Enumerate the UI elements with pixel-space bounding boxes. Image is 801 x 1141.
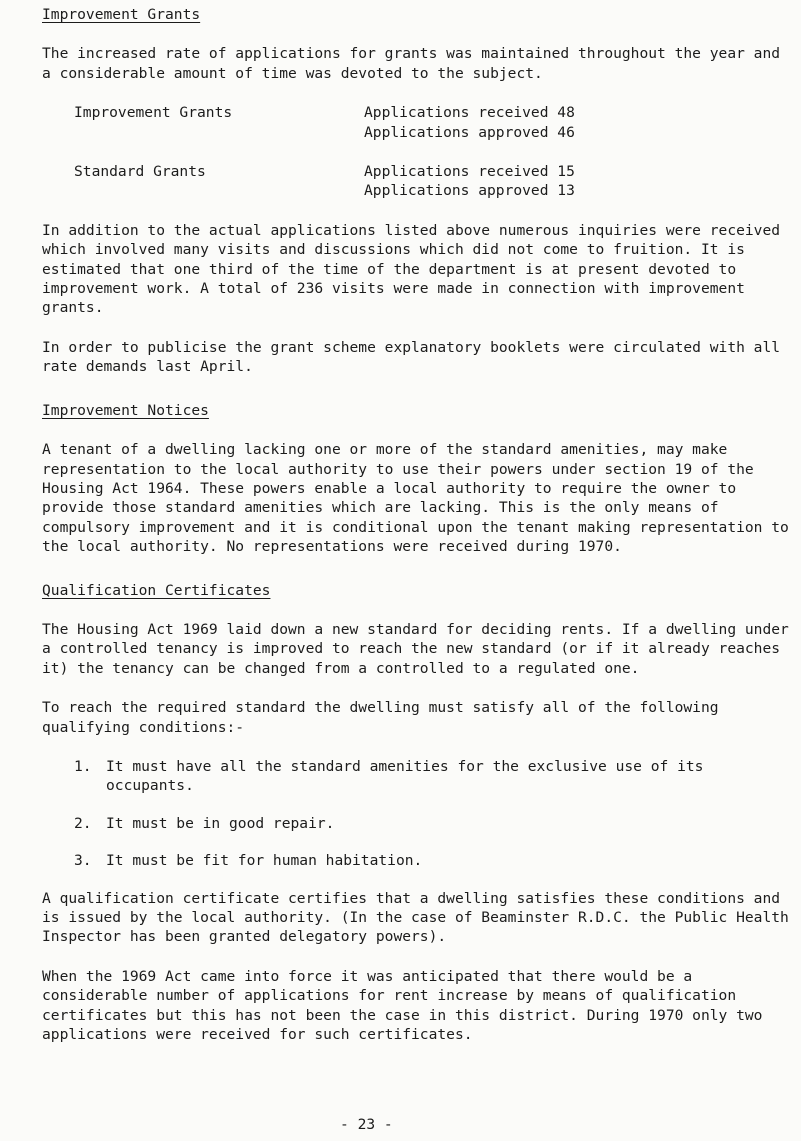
grant-category: Standard Grants: [74, 163, 206, 181]
improvement-notices-para: A tenant of a dwelling lacking one or more of the standard amenities, may make representation to the local authority to use their powers under section 19 of the Housing Act 1964. These powers enable a local authority to require the owner to provide those standard amenities which are lacking. This is the only means of compulsory improvement and it is conditional upon the tenant making representation to the local authority. No representations were received during 1970.: [42, 441, 789, 556]
condition-number: 2.: [74, 814, 92, 832]
grants-table: [74, 103, 789, 201]
improvement-grants-intro: The increased rate of applications for grants was maintained throughout the year and a considerable amount of time was devoted to the subject.: [42, 45, 781, 82]
qualification-para2: To reach the required standard the dwelling must satisfy all of the following qualifying conditions:-: [42, 699, 719, 736]
grant-category: Improvement Grants: [74, 104, 233, 122]
condition-text: It must have all the standard amenities for the exclusive use of its occupants.: [106, 757, 704, 795]
qualifying-conditions-list: [42, 757, 789, 871]
condition-text: It must be fit for human habitation.: [106, 852, 423, 870]
improvement-grants-para3: In order to publicise the grant scheme explanatory booklets were circulated with all rate demands last April.: [42, 338, 781, 376]
improvement-grants-heading: Improvement Grants: [42, 6, 201, 23]
applications-received: Applications received 15: [364, 163, 575, 181]
improvement-notices-heading: Improvement Notices: [42, 401, 209, 419]
condition-number: 3.: [74, 852, 92, 870]
list-item: [74, 757, 789, 796]
page-number: - 23 -: [340, 1116, 393, 1133]
applications-received: Applications received 48: [364, 104, 575, 122]
applications-approved: Applications approved 46: [364, 123, 575, 141]
qualification-para1: The Housing Act 1969 laid down a new standard for deciding rents. If a dwelling under a controlled tenancy is improved to reach the new standard (or if it already reaches it) the tenancy can be changed from a controlled to a regulated one.: [42, 620, 789, 677]
condition-text: It must be in good repair.: [106, 814, 335, 832]
qualification-para4: When the 1969 Act came into force it was anticipated that there would be a considerable number of applications for rent increase by means of qualification certificates but this has not been the case in this district. During 1970 only two applications were received for such certificates.: [42, 967, 763, 1044]
qualification-para3: A qualification certificate certifies that a dwelling satisfies these conditions and is issued by the local authority. (In the case of Beaminster R.D.C. the Public Health Inspector has been granted delegatory powers).: [42, 889, 789, 946]
grants-row: [74, 162, 789, 201]
grants-row: [74, 103, 789, 142]
improvement-grants-para2: In addition to the actual applications listed above numerous inquiries were received which involved many visits and discussions which did not come to fruition. It is estimated that one third of the time of the department is at present devoted to improvement work. A total of 236 visits were made in connection with improvement grants.: [42, 221, 781, 317]
condition-number: 1.: [74, 757, 92, 775]
list-item: [74, 851, 789, 870]
qualification-certificates-heading: Qualification Certificates: [42, 581, 271, 599]
applications-approved: Applications approved 13: [364, 182, 575, 200]
list-item: [74, 814, 789, 833]
